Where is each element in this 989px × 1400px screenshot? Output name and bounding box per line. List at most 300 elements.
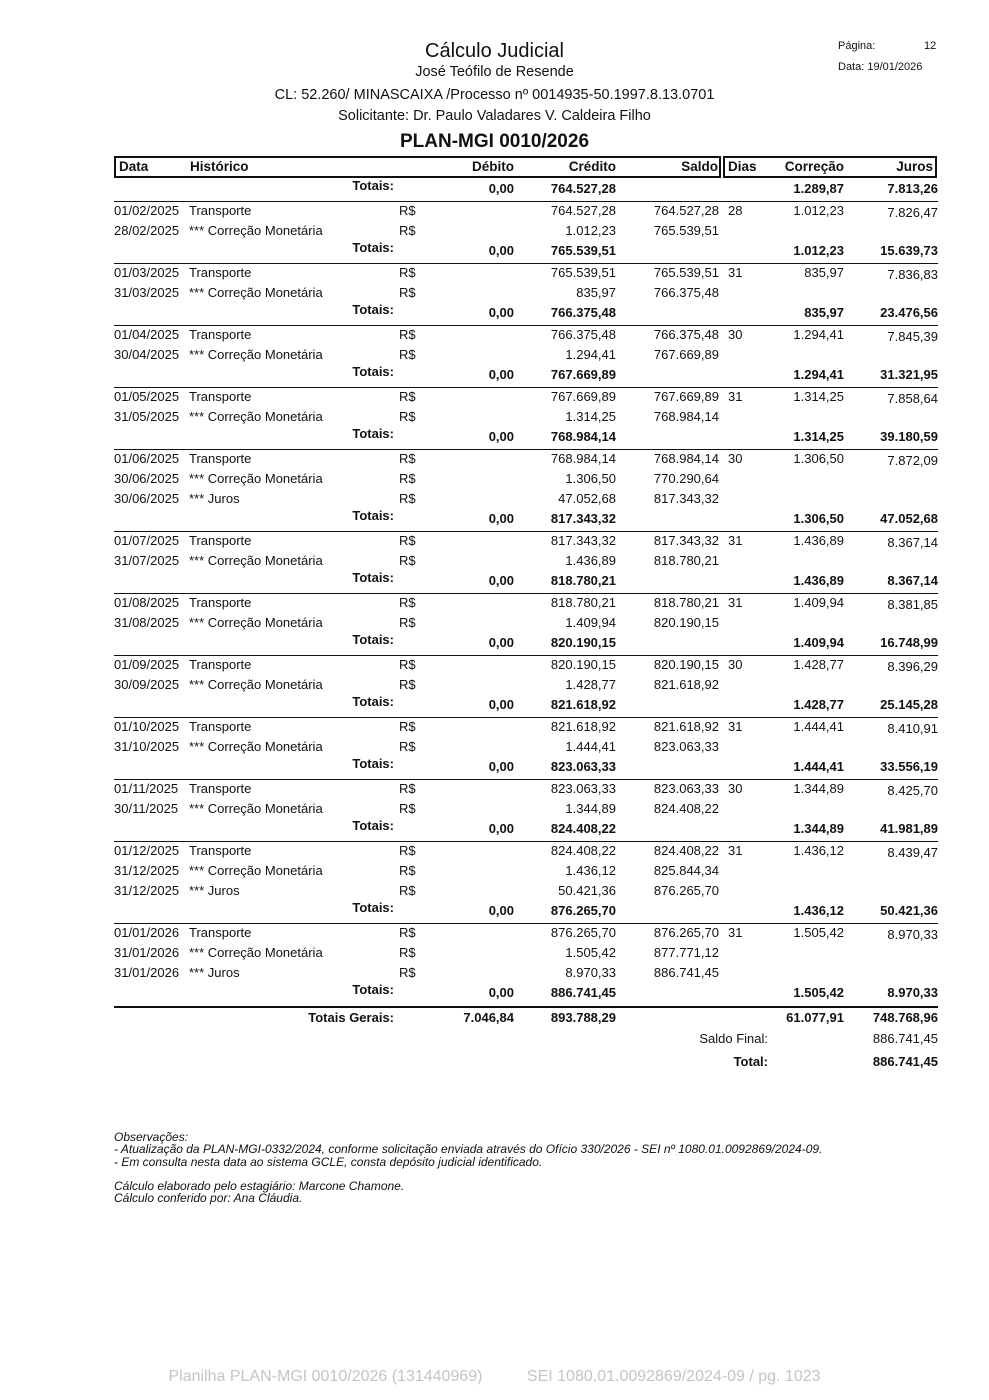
row-date: 30/11/2025 xyxy=(114,801,179,816)
row-credito: 817.343,32 xyxy=(550,533,616,548)
table-row xyxy=(114,943,938,963)
row-juros: 8.970,33 xyxy=(887,927,938,942)
col-dias: Dias xyxy=(728,159,757,174)
row-credito: 1.344,89 xyxy=(565,801,616,816)
totals-debito: 0,00 xyxy=(488,635,514,650)
totals-label: Totais: xyxy=(352,982,394,997)
totals-correcao: 1.436,12 xyxy=(793,903,844,918)
row-saldo: 824.408,22 xyxy=(653,801,719,816)
totals-credito: 824.408,22 xyxy=(550,821,616,836)
row-currency: R$ xyxy=(399,533,416,548)
row-dias: 31 xyxy=(728,533,743,548)
table-row xyxy=(114,263,938,283)
row-saldo: 820.190,15 xyxy=(653,657,719,672)
row-historico: Transporte xyxy=(189,843,252,858)
observation-line: - Atualização da PLAN-MGI-0332/2024, conforme solicitação enviada através do Ofício 330/2026 - SEI nº 1080.01.0092869/2024-09. xyxy=(114,1142,823,1156)
row-date: 31/10/2025 xyxy=(114,739,180,754)
row-date: 01/10/2025 xyxy=(114,719,180,734)
totals-debito: 0,00 xyxy=(488,511,514,526)
table-row xyxy=(114,221,938,241)
row-date: 01/09/2025 xyxy=(114,657,180,672)
table-row xyxy=(114,841,938,861)
row-credito: 824.408,22 xyxy=(550,843,616,858)
row-credito: 876.265,70 xyxy=(550,925,616,940)
totals-correcao: 1.012,23 xyxy=(793,243,844,258)
row-correcao: 1.344,89 xyxy=(793,781,844,796)
row-correcao: 1.505,42 xyxy=(793,925,844,940)
totals-label: Totais: xyxy=(352,632,394,647)
table-row xyxy=(114,881,938,901)
totals-credito: 818.780,21 xyxy=(550,573,616,588)
row-saldo: 818.780,21 xyxy=(653,553,719,568)
totals-debito: 0,00 xyxy=(488,243,514,258)
row-saldo: 764.527,28 xyxy=(653,203,719,218)
row-historico: *** Correção Monetária xyxy=(189,471,323,486)
row-correcao: 1.436,89 xyxy=(793,533,844,548)
table-row xyxy=(114,613,938,633)
footer-sheet-id: Planilha PLAN-MGI 0010/2026 (131440969) xyxy=(168,1368,483,1385)
totals-debito: 0,00 xyxy=(488,367,514,382)
total-row xyxy=(114,1052,938,1072)
row-date: 01/08/2025 xyxy=(114,595,180,610)
row-credito: 767.669,89 xyxy=(550,389,616,404)
row-dias: 30 xyxy=(728,781,743,796)
totals-label: Totais: xyxy=(352,900,394,915)
row-currency: R$ xyxy=(399,389,416,404)
saldo-final-value: 886.741,45 xyxy=(872,1031,938,1046)
totals-correcao: 1.306,50 xyxy=(793,511,844,526)
row-saldo: 886.741,45 xyxy=(653,965,719,980)
row-credito: 1.444,41 xyxy=(565,739,616,754)
table-row xyxy=(114,551,938,571)
row-saldo: 821.618,92 xyxy=(653,677,719,692)
totals-label: Totais: xyxy=(352,364,394,379)
table-row xyxy=(114,489,938,509)
row-date: 01/12/2025 xyxy=(114,843,180,858)
row-saldo: 765.539,51 xyxy=(653,223,719,238)
row-juros: 8.381,85 xyxy=(887,597,938,612)
row-credito: 765.539,51 xyxy=(550,265,616,280)
row-currency: R$ xyxy=(399,409,416,424)
general-totals-row xyxy=(114,1008,938,1028)
saldo-final-row xyxy=(114,1029,938,1049)
totals-row xyxy=(114,983,938,1003)
totals-credito: 821.618,92 xyxy=(550,697,616,712)
totals-debito: 0,00 xyxy=(488,429,514,444)
table-row xyxy=(114,387,938,407)
totals-label: Totais: xyxy=(352,570,394,585)
row-date: 01/01/2026 xyxy=(114,925,180,940)
totals-row xyxy=(114,509,938,529)
row-saldo: 821.618,92 xyxy=(653,719,719,734)
totals-credito: 768.984,14 xyxy=(550,429,616,444)
totals-juros: 41.981,89 xyxy=(880,821,938,836)
row-currency: R$ xyxy=(399,781,416,796)
totals-juros: 23.476,56 xyxy=(880,305,938,320)
row-credito: 821.618,92 xyxy=(550,719,616,734)
totals-juros: 15.639,73 xyxy=(880,243,938,258)
totals-correcao: 1.344,89 xyxy=(793,821,844,836)
row-correcao: 1.306,50 xyxy=(793,451,844,466)
checked-by: Cálculo conferido por: Ana Cláudia. xyxy=(114,1191,303,1205)
table-row xyxy=(114,717,938,737)
row-dias: 30 xyxy=(728,327,743,342)
row-historico: *** Correção Monetária xyxy=(189,553,323,568)
row-juros: 7.858,64 xyxy=(887,391,938,406)
row-currency: R$ xyxy=(399,223,416,238)
total-value: 886.741,45 xyxy=(872,1054,938,1069)
row-historico: Transporte xyxy=(189,265,252,280)
row-historico: Transporte xyxy=(189,781,252,796)
row-currency: R$ xyxy=(399,491,416,506)
table-row xyxy=(114,593,938,613)
totals-debito: 0,00 xyxy=(488,903,514,918)
row-historico: *** Juros xyxy=(189,491,240,506)
row-date: 01/03/2025 xyxy=(114,265,180,280)
row-date: 01/04/2025 xyxy=(114,327,180,342)
totals-row xyxy=(114,427,938,447)
row-juros: 7.836,83 xyxy=(887,267,938,282)
row-correcao: 835,97 xyxy=(804,265,844,280)
totals-juros: 7.813,26 xyxy=(887,181,938,196)
row-juros: 7.872,09 xyxy=(887,453,938,468)
document-date: Data: 19/01/2026 xyxy=(838,61,923,73)
col-data: Data xyxy=(119,159,149,174)
totals-correcao: 1.409,94 xyxy=(793,635,844,650)
row-historico: *** Correção Monetária xyxy=(189,945,323,960)
row-date: 30/06/2025 xyxy=(114,491,180,506)
row-currency: R$ xyxy=(399,925,416,940)
row-date: 31/01/2026 xyxy=(114,965,180,980)
row-saldo: 823.063,33 xyxy=(653,739,719,754)
totals-juros: 25.145,28 xyxy=(880,697,938,712)
table-header xyxy=(114,156,721,178)
totals-credito: 823.063,33 xyxy=(550,759,616,774)
totals-credito: 886.741,45 xyxy=(550,985,616,1000)
row-historico: *** Correção Monetária xyxy=(189,285,323,300)
row-historico: Transporte xyxy=(189,451,252,466)
table-row xyxy=(114,283,938,303)
row-credito: 1.012,23 xyxy=(565,223,616,238)
totals-juros: 39.180,59 xyxy=(880,429,938,444)
page-number: 12 xyxy=(924,40,937,52)
table-row xyxy=(114,779,938,799)
table-row xyxy=(114,675,938,695)
row-currency: R$ xyxy=(399,719,416,734)
page-footer xyxy=(0,1368,989,1386)
row-saldo: 770.290,64 xyxy=(653,471,719,486)
col-saldo: Saldo xyxy=(681,159,718,174)
row-historico: *** Correção Monetária xyxy=(189,801,323,816)
row-credito: 1.306,50 xyxy=(565,471,616,486)
row-currency: R$ xyxy=(399,965,416,980)
row-credito: 768.984,14 xyxy=(550,451,616,466)
totals-correcao: 1.289,87 xyxy=(793,181,844,196)
row-saldo: 825.844,34 xyxy=(653,863,719,878)
general-credito: 893.788,29 xyxy=(550,1010,616,1025)
row-dias: 28 xyxy=(728,203,743,218)
row-currency: R$ xyxy=(399,451,416,466)
row-correcao: 1.012,23 xyxy=(793,203,844,218)
row-historico: Transporte xyxy=(189,327,252,342)
row-dias: 31 xyxy=(728,925,743,940)
table-row xyxy=(114,963,938,983)
document-title: Cálculo Judicial xyxy=(425,40,564,62)
row-currency: R$ xyxy=(399,347,416,362)
totals-juros: 33.556,19 xyxy=(880,759,938,774)
row-currency: R$ xyxy=(399,595,416,610)
table-row xyxy=(114,345,938,365)
row-historico: Transporte xyxy=(189,389,252,404)
row-saldo: 820.190,15 xyxy=(653,615,719,630)
totals-credito: 766.375,48 xyxy=(550,305,616,320)
row-credito: 1.314,25 xyxy=(565,409,616,424)
row-saldo: 768.984,14 xyxy=(653,451,719,466)
observation-line: - Em consulta nesta data ao sistema GCLE, consta depósito judicial identificado. xyxy=(114,1155,543,1169)
totals-credito: 820.190,15 xyxy=(550,635,616,650)
row-saldo: 876.265,70 xyxy=(653,883,719,898)
row-juros: 8.396,29 xyxy=(887,659,938,674)
observations-title: Observações: xyxy=(114,1130,189,1144)
row-historico: *** Correção Monetária xyxy=(189,223,323,238)
row-saldo: 766.375,48 xyxy=(653,327,719,342)
row-currency: R$ xyxy=(399,801,416,816)
col-credito: Crédito xyxy=(568,159,616,174)
table-row xyxy=(114,861,938,881)
totals-credito: 767.669,89 xyxy=(550,367,616,382)
row-saldo: 766.375,48 xyxy=(653,285,719,300)
row-credito: 823.063,33 xyxy=(550,781,616,796)
totals-label: Totais: xyxy=(352,240,394,255)
totals-credito: 817.343,32 xyxy=(550,511,616,526)
row-historico: Transporte xyxy=(189,203,252,218)
footer-sei-ref: SEI 1080.01.0092869/2024-09 / pg. 1023 xyxy=(526,1368,821,1385)
row-historico: *** Correção Monetária xyxy=(189,615,323,630)
row-correcao: 1.314,25 xyxy=(793,389,844,404)
row-currency: R$ xyxy=(399,285,416,300)
row-date: 30/09/2025 xyxy=(114,677,180,692)
row-saldo: 767.669,89 xyxy=(653,347,719,362)
row-saldo: 823.063,33 xyxy=(653,781,719,796)
table-row xyxy=(114,449,938,469)
totals-label: Totais: xyxy=(352,178,394,193)
row-correcao: 1.428,77 xyxy=(793,657,844,672)
row-date: 31/03/2025 xyxy=(114,285,180,300)
row-historico: *** Correção Monetária xyxy=(189,863,323,878)
totals-label: Totais: xyxy=(352,694,394,709)
row-credito: 1.436,12 xyxy=(565,863,616,878)
process-line: CL: 52.260/ MINASCAIXA /Processo nº 0014935-50.1997.8.13.0701 xyxy=(274,87,715,103)
table-row xyxy=(114,737,938,757)
row-historico: *** Correção Monetária xyxy=(189,409,323,424)
general-juros: 748.768,96 xyxy=(872,1010,938,1025)
table-row xyxy=(114,655,938,675)
row-saldo: 818.780,21 xyxy=(653,595,719,610)
totals-debito: 0,00 xyxy=(488,181,514,196)
row-date: 31/01/2026 xyxy=(114,945,180,960)
totals-row xyxy=(114,695,938,715)
row-date: 31/07/2025 xyxy=(114,553,180,568)
total-label: Total: xyxy=(733,1054,768,1069)
totals-juros: 31.321,95 xyxy=(880,367,938,382)
row-date: 01/07/2025 xyxy=(114,533,180,548)
row-date: 30/04/2025 xyxy=(114,347,180,362)
row-date: 31/12/2025 xyxy=(114,883,180,898)
totals-debito: 0,00 xyxy=(488,985,514,1000)
row-credito: 766.375,48 xyxy=(550,327,616,342)
table-row xyxy=(114,469,938,489)
row-dias: 31 xyxy=(728,843,743,858)
row-date: 30/06/2025 xyxy=(114,471,180,486)
table-row xyxy=(114,201,938,221)
row-saldo: 767.669,89 xyxy=(653,389,719,404)
totals-row xyxy=(114,819,938,839)
row-dias: 31 xyxy=(728,719,743,734)
row-historico: Transporte xyxy=(189,719,252,734)
row-dias: 30 xyxy=(728,451,743,466)
totals-juros: 16.748,99 xyxy=(880,635,938,650)
row-date: 31/12/2025 xyxy=(114,863,180,878)
totals-debito: 0,00 xyxy=(488,305,514,320)
general-totals-label: Totais Gerais: xyxy=(308,1010,394,1025)
row-credito: 1.505,42 xyxy=(565,945,616,960)
totals-label: Totais: xyxy=(352,756,394,771)
row-historico: Transporte xyxy=(189,533,252,548)
row-correcao: 1.436,12 xyxy=(793,843,844,858)
row-credito: 1.294,41 xyxy=(565,347,616,362)
totals-juros: 8.367,14 xyxy=(887,573,938,588)
totals-debito: 0,00 xyxy=(488,821,514,836)
row-historico: *** Correção Monetária xyxy=(189,677,323,692)
table-row xyxy=(114,325,938,345)
totals-row xyxy=(114,633,938,653)
row-date: 31/08/2025 xyxy=(114,615,180,630)
totals-debito: 0,00 xyxy=(488,573,514,588)
row-saldo: 768.984,14 xyxy=(653,409,719,424)
requester-line: Solicitante: Dr. Paulo Valadares V. Caldeira Filho xyxy=(338,108,651,124)
row-credito: 764.527,28 xyxy=(550,203,616,218)
row-juros: 8.367,14 xyxy=(887,535,938,550)
totals-label: Totais: xyxy=(352,508,394,523)
totals-correcao: 1.314,25 xyxy=(793,429,844,444)
totals-juros: 50.421,36 xyxy=(880,903,938,918)
row-currency: R$ xyxy=(399,265,416,280)
prepared-by: Cálculo elaborado pelo estagiário: Marcone Chamone. xyxy=(114,1179,405,1193)
totals-label: Totais: xyxy=(352,302,394,317)
row-currency: R$ xyxy=(399,471,416,486)
row-saldo: 877.771,12 xyxy=(653,945,719,960)
row-credito: 820.190,15 xyxy=(550,657,616,672)
row-credito: 818.780,21 xyxy=(550,595,616,610)
row-credito: 47.052,68 xyxy=(558,491,616,506)
totals-correcao: 1.436,89 xyxy=(793,573,844,588)
row-currency: R$ xyxy=(399,615,416,630)
totals-label: Totais: xyxy=(352,426,394,441)
totals-credito: 765.539,51 xyxy=(550,243,616,258)
row-saldo: 876.265,70 xyxy=(653,925,719,940)
row-date: 01/02/2025 xyxy=(114,203,180,218)
row-currency: R$ xyxy=(399,677,416,692)
row-currency: R$ xyxy=(399,327,416,342)
row-historico: Transporte xyxy=(189,657,252,672)
totals-correcao: 1.428,77 xyxy=(793,697,844,712)
row-currency: R$ xyxy=(399,553,416,568)
row-credito: 8.970,33 xyxy=(565,965,616,980)
totals-correcao: 1.505,42 xyxy=(793,985,844,1000)
table-header-right xyxy=(723,156,937,178)
row-historico: Transporte xyxy=(189,925,252,940)
totals-correcao: 1.294,41 xyxy=(793,367,844,382)
row-date: 31/05/2025 xyxy=(114,409,180,424)
row-dias: 31 xyxy=(728,389,743,404)
row-currency: R$ xyxy=(399,945,416,960)
row-date: 01/11/2025 xyxy=(114,781,179,796)
row-credito: 1.436,89 xyxy=(565,553,616,568)
col-historico: Histórico xyxy=(190,159,249,174)
saldo-final-label: Saldo Final: xyxy=(699,1031,768,1046)
row-currency: R$ xyxy=(399,203,416,218)
row-saldo: 817.343,32 xyxy=(653,491,719,506)
row-currency: R$ xyxy=(399,657,416,672)
row-historico: *** Correção Monetária xyxy=(189,739,323,754)
row-dias: 30 xyxy=(728,657,743,672)
row-currency: R$ xyxy=(399,739,416,754)
row-correcao: 1.444,41 xyxy=(793,719,844,734)
row-historico: *** Correção Monetária xyxy=(189,347,323,362)
col-correcao: Correção xyxy=(784,159,844,174)
totals-credito: 764.527,28 xyxy=(550,181,616,196)
row-saldo: 817.343,32 xyxy=(653,533,719,548)
general-debito: 7.046,84 xyxy=(463,1010,514,1025)
row-juros: 7.826,47 xyxy=(887,205,938,220)
totals-label: Totais: xyxy=(352,818,394,833)
row-date: 28/02/2025 xyxy=(114,223,180,238)
totals-correcao: 1.444,41 xyxy=(793,759,844,774)
row-currency: R$ xyxy=(399,883,416,898)
general-correcao: 61.077,91 xyxy=(786,1010,844,1025)
row-historico: Transporte xyxy=(189,595,252,610)
col-debito: Débito xyxy=(472,159,514,174)
totals-correcao: 835,97 xyxy=(804,305,844,320)
row-currency: R$ xyxy=(399,863,416,878)
row-juros: 8.439,47 xyxy=(887,845,938,860)
row-credito: 835,97 xyxy=(576,285,616,300)
totals-credito: 876.265,70 xyxy=(550,903,616,918)
row-credito: 1.409,94 xyxy=(565,615,616,630)
row-dias: 31 xyxy=(728,595,743,610)
row-credito: 1.428,77 xyxy=(565,677,616,692)
row-historico: *** Juros xyxy=(189,965,240,980)
totals-row xyxy=(114,571,938,591)
row-juros: 8.410,91 xyxy=(887,721,938,736)
totals-juros: 47.052,68 xyxy=(880,511,938,526)
row-historico: *** Juros xyxy=(189,883,240,898)
totals-row xyxy=(114,241,938,261)
totals-juros: 8.970,33 xyxy=(887,985,938,1000)
totals-debito: 0,00 xyxy=(488,759,514,774)
row-dias: 31 xyxy=(728,265,743,280)
row-date: 01/06/2025 xyxy=(114,451,180,466)
totals-row xyxy=(114,757,938,777)
table-row xyxy=(114,407,938,427)
totals-row xyxy=(114,303,938,323)
totals-row xyxy=(114,365,938,385)
totals-row xyxy=(114,901,938,921)
page-label: Página: xyxy=(838,40,876,52)
table-row xyxy=(114,799,938,819)
row-correcao: 1.294,41 xyxy=(793,327,844,342)
row-credito: 50.421,36 xyxy=(558,883,616,898)
